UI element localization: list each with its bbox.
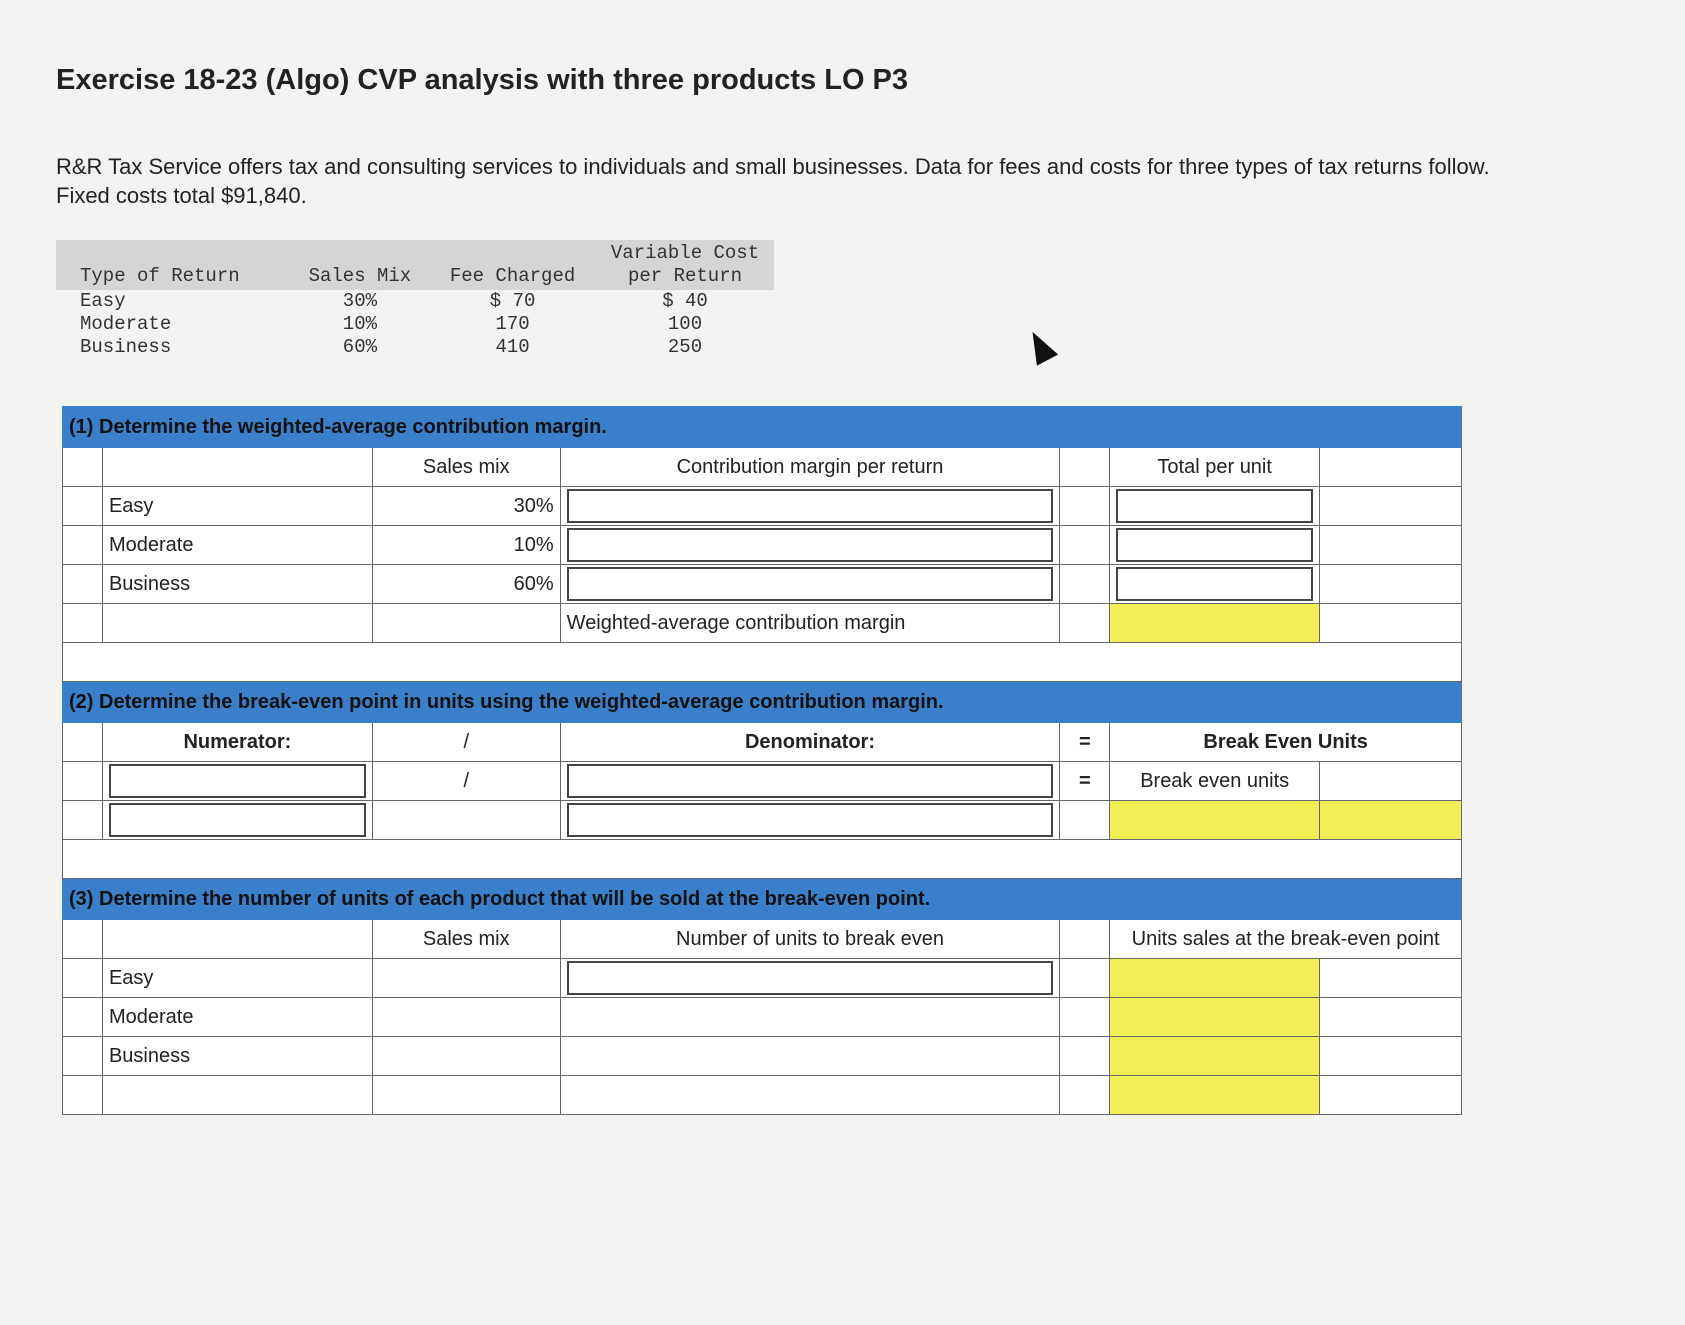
problem-intro: R&R Tax Service offers tax and consulting services to individuals and small businesses. Data for fees and costs for three types of tax returns follow. Fixed costs total $91,840. [56,154,1490,208]
units-answer-easy[interactable] [1110,959,1320,998]
numerator-label: Numerator: [102,723,372,762]
cm-input-easy[interactable] [567,489,1054,523]
part1-header-total: Total per unit [1110,448,1320,487]
denominator-input[interactable] [567,764,1054,798]
answer-worksheet [62,406,1462,1115]
part3-label-business: Business [102,1037,372,1076]
mouse-cursor-icon [1022,326,1058,366]
given-cell: 410 [495,336,530,358]
part3-label-moderate: Moderate [102,998,372,1037]
given-cell: 100 [667,313,703,335]
units-answer-business[interactable] [1110,1037,1320,1076]
page-title: Exercise 18-23 (Algo) CVP analysis with three products LO P3 [56,64,909,96]
divide-symbol: / [372,762,560,801]
part2-heading: (2) Determine the break-even point in units using the weighted-average contribution margin. [63,682,1462,723]
wacm-answer-cell[interactable] [1110,604,1320,643]
given-cell: 60% [342,336,378,358]
part3-header-sales-mix: Sales mix [372,920,560,959]
part1-label-easy: Easy [102,487,372,526]
part3-mix-moderate[interactable] [372,998,560,1037]
part3-header-result: Units sales at the break-even point [1110,920,1462,959]
part3-mix-easy[interactable] [372,959,560,998]
numerator-input[interactable] [109,764,366,798]
part1-header-cm: Contribution margin per return [560,448,1060,487]
part1-heading: (1) Determine the weighted-average contribution margin. [63,407,1462,448]
given-cell: $ 40 [662,290,708,312]
part1-row [63,526,1462,565]
numerator-value-input[interactable] [109,803,366,837]
break-even-units-label: Break even units [1110,762,1320,801]
part3-mix-business[interactable] [372,1037,560,1076]
denominator-label: Denominator: [560,723,1060,762]
given-header-type: Type of Return [56,240,291,290]
total-input-moderate[interactable] [1116,528,1313,562]
wacm-label: Weighted-average contribution margin [560,604,1060,643]
given-cell: $ 70 [489,290,536,312]
divide-symbol: / [372,723,560,762]
break-even-units-answer[interactable] [1110,801,1320,840]
equals-symbol: = [1060,762,1110,801]
units-input-easy[interactable] [567,961,1054,995]
given-cell: Easy [80,290,126,312]
part1-row [63,487,1462,526]
units-input-moderate[interactable] [560,998,1060,1037]
part3-row [63,959,1462,998]
given-cell: 170 [495,313,530,335]
break-even-units-header: Break Even Units [1110,723,1462,762]
part1-mix-moderate: 10% [372,526,560,565]
part1-mix-business: 60% [372,565,560,604]
given-row [56,290,774,313]
part1-label-business: Business [102,565,372,604]
given-cell: 10% [342,313,378,335]
given-cell: Business [80,336,172,358]
given-header-fee: Fee Charged [429,240,596,290]
break-even-units-answer-2[interactable] [1320,801,1462,840]
units-answer-total[interactable] [1110,1076,1320,1115]
denominator-value-input[interactable] [567,803,1054,837]
part3-header-units: Number of units to break even [560,920,1060,959]
given-data-table [56,240,774,359]
cm-input-moderate[interactable] [567,528,1054,562]
part1-row [63,565,1462,604]
given-cell: 250 [667,336,703,358]
part1-mix-easy: 30% [372,487,560,526]
cm-input-business[interactable] [567,567,1054,601]
given-header-varcost: Variable Cost per Return [596,240,774,290]
equals-symbol: = [1060,723,1110,762]
part3-label-easy: Easy [102,959,372,998]
units-input-business[interactable] [560,1037,1060,1076]
given-cell: 30% [342,290,378,312]
part1-label-moderate: Moderate [102,526,372,565]
given-header-mix: Sales Mix [291,240,429,290]
total-input-business[interactable] [1116,567,1313,601]
part1-header-sales-mix: Sales mix [372,448,560,487]
units-answer-moderate[interactable] [1110,998,1320,1037]
part3-heading: (3) Determine the number of units of each product that will be sold at the break-even point. [63,879,1462,920]
part3-row [63,1037,1462,1076]
given-row [56,336,774,359]
given-row [56,313,774,336]
given-cell: Moderate [80,313,172,335]
part3-row [63,998,1462,1037]
total-input-easy[interactable] [1116,489,1313,523]
